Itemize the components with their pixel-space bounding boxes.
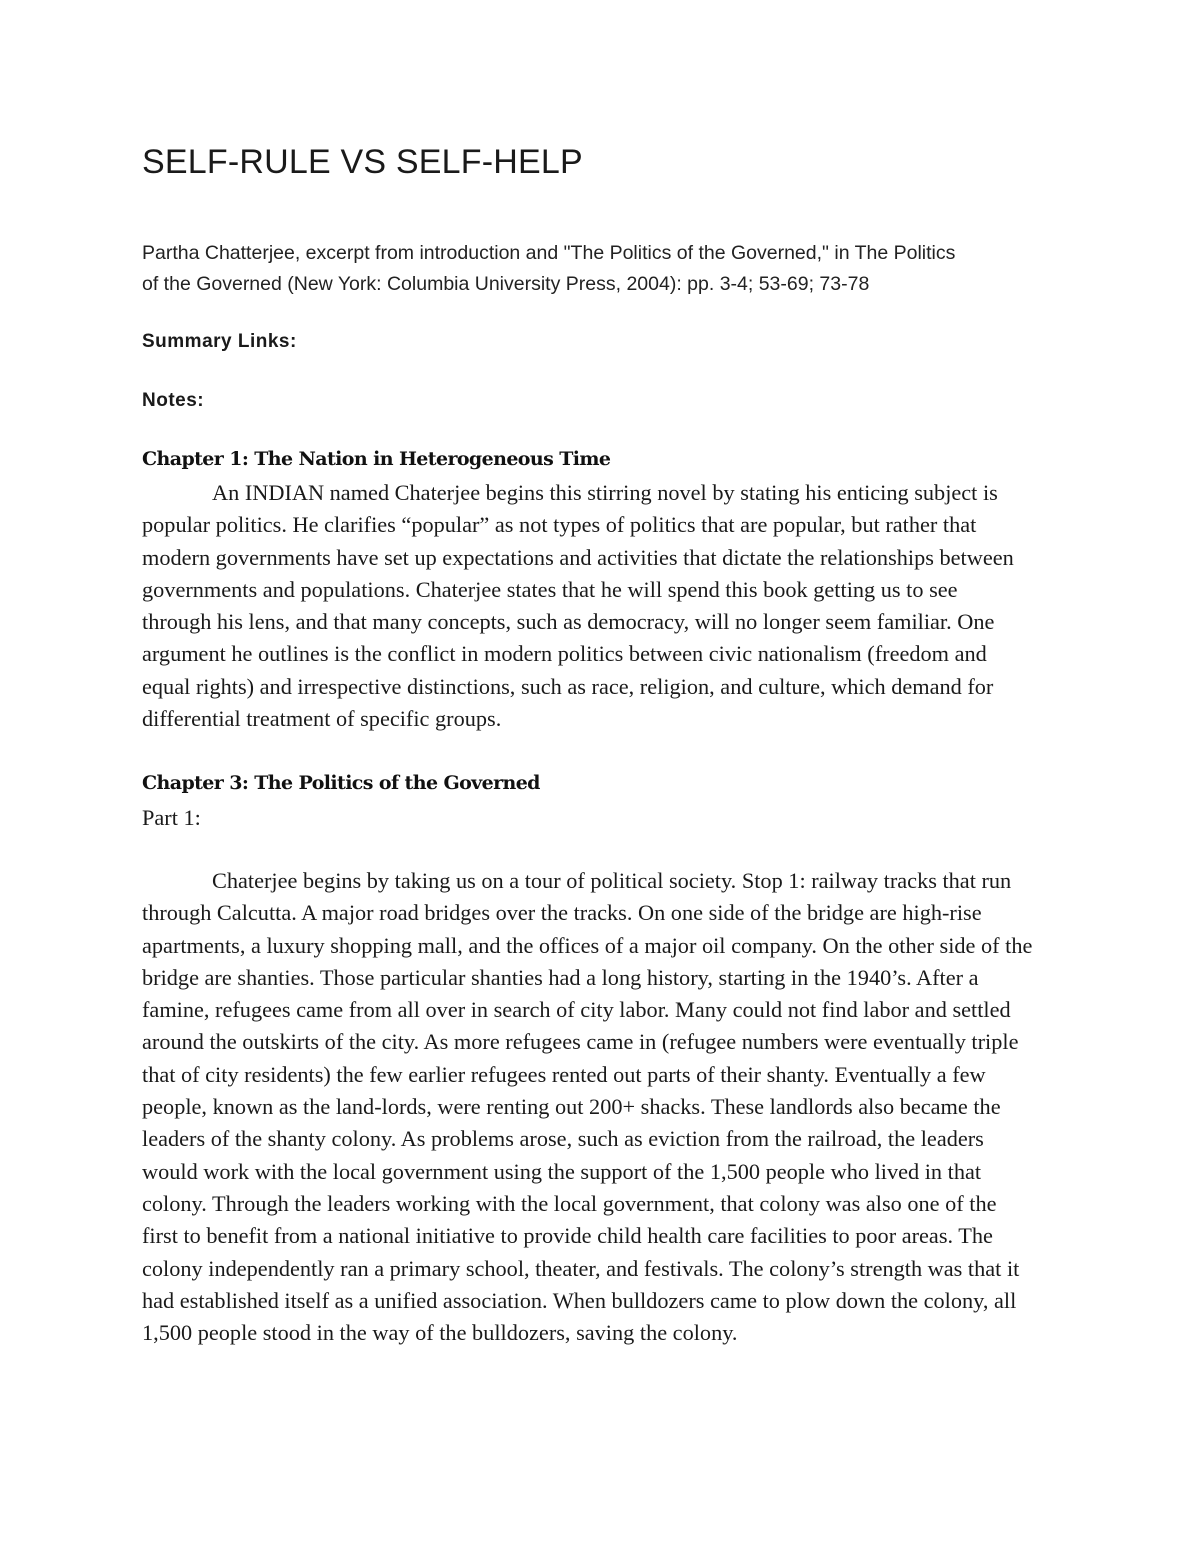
- chapter-1-heading: Chapter 1: The Nation in Heterogeneous Time: [142, 448, 611, 470]
- summary-links-label: Summary Links:: [142, 331, 297, 352]
- part-1-label: [142, 802, 1062, 834]
- citation: [142, 238, 1057, 300]
- paragraph-line: would work with the local government using the support of the 1,500 people who lived in that: [142, 1158, 982, 1184]
- paragraph-line: colony independently ran a primary school, theater, and festivals. The colony’s strength was that it: [142, 1255, 1020, 1281]
- paragraph-line: differential treatment of specific groups.: [142, 706, 502, 732]
- document-title: SELF-RULE VS SELF-HELP: [142, 143, 583, 181]
- paragraph-line: equal rights) and irrespective distinctions, such as race, religion, and culture, which demand for: [142, 673, 994, 699]
- paragraph-line: popular politics. He clarifies “popular” as not types of politics that are popular, but rather that: [142, 512, 977, 538]
- paragraph-line: around the outskirts of the city. As more refugees came in (refugee numbers were eventually triple: [142, 1029, 1019, 1055]
- paragraph-line: An INDIAN named Chaterjee begins this stirring novel by stating his enticing subject is: [212, 480, 998, 505]
- paragraph-line: argument he outlines is the conflict in modern politics between civic nationalism (freedom and: [142, 641, 987, 667]
- paragraph-line: bridge are shanties. Those particular shanties had a long history, starting in the 1940’s. After a: [142, 964, 979, 990]
- paragraph-line: governments and populations. Chaterjee states that he will spend this book getting us to see: [142, 576, 958, 602]
- paragraph-line: Chaterjee begins by taking us on a tour of political society. Stop 1: railway tracks that run: [212, 868, 1012, 893]
- citation-line: Partha Chatterjee, excerpt from introduction and "The Politics of the Governed," in The Politics: [142, 242, 956, 264]
- paragraph-line: that of city residents) the few earlier refugees rented out parts of their shanty. Eventually a few: [142, 1061, 986, 1087]
- paragraph-line: leaders of the shanty colony. As problems arose, such as eviction from the railroad, the leaders: [142, 1126, 984, 1152]
- paragraph-line: apartments, a luxury shopping mall, and the offices of a major oil company. On the other side of the: [142, 932, 1033, 958]
- part-label-text: Part 1:: [142, 805, 201, 830]
- paragraph-line: first to benefit from a national initiative to provide child health care facilities to poor areas. The: [142, 1223, 993, 1249]
- paragraph-line: famine, refugees came from all over in search of city labor. Many could not find labor and settled: [142, 997, 1011, 1023]
- citation-line: of the Governed (New York: Columbia University Press, 2004): pp. 3-4; 53-69; 73-78: [142, 273, 870, 295]
- chapter-3-paragraph: [142, 865, 1062, 1349]
- paragraph-line: modern governments have set up expectations and activities that dictate the relationships between: [142, 544, 1014, 570]
- paragraph-line: colony. Through the leaders working with the local government, that colony was also one of the: [142, 1190, 997, 1216]
- paragraph-line: through his lens, and that many concepts, such as democracy, will no longer seem familiar. One: [142, 609, 995, 635]
- notes-label: Notes:: [142, 390, 205, 411]
- paragraph-line: had established itself as a unified association. When bulldozers came to plow down the colony, all: [142, 1287, 1017, 1313]
- chapter-3-heading: Chapter 3: The Politics of the Governed: [142, 772, 540, 794]
- paragraph-line: through Calcutta. A major road bridges over the tracks. On one side of the bridge are high-rise: [142, 900, 982, 926]
- paragraph-line: people, known as the land-lords, were renting out 200+ shacks. These landlords also became the: [142, 1094, 1001, 1120]
- paragraph-line: 1,500 people stood in the way of the bulldozers, saving the colony.: [142, 1320, 738, 1346]
- chapter-1-paragraph: [142, 477, 1062, 735]
